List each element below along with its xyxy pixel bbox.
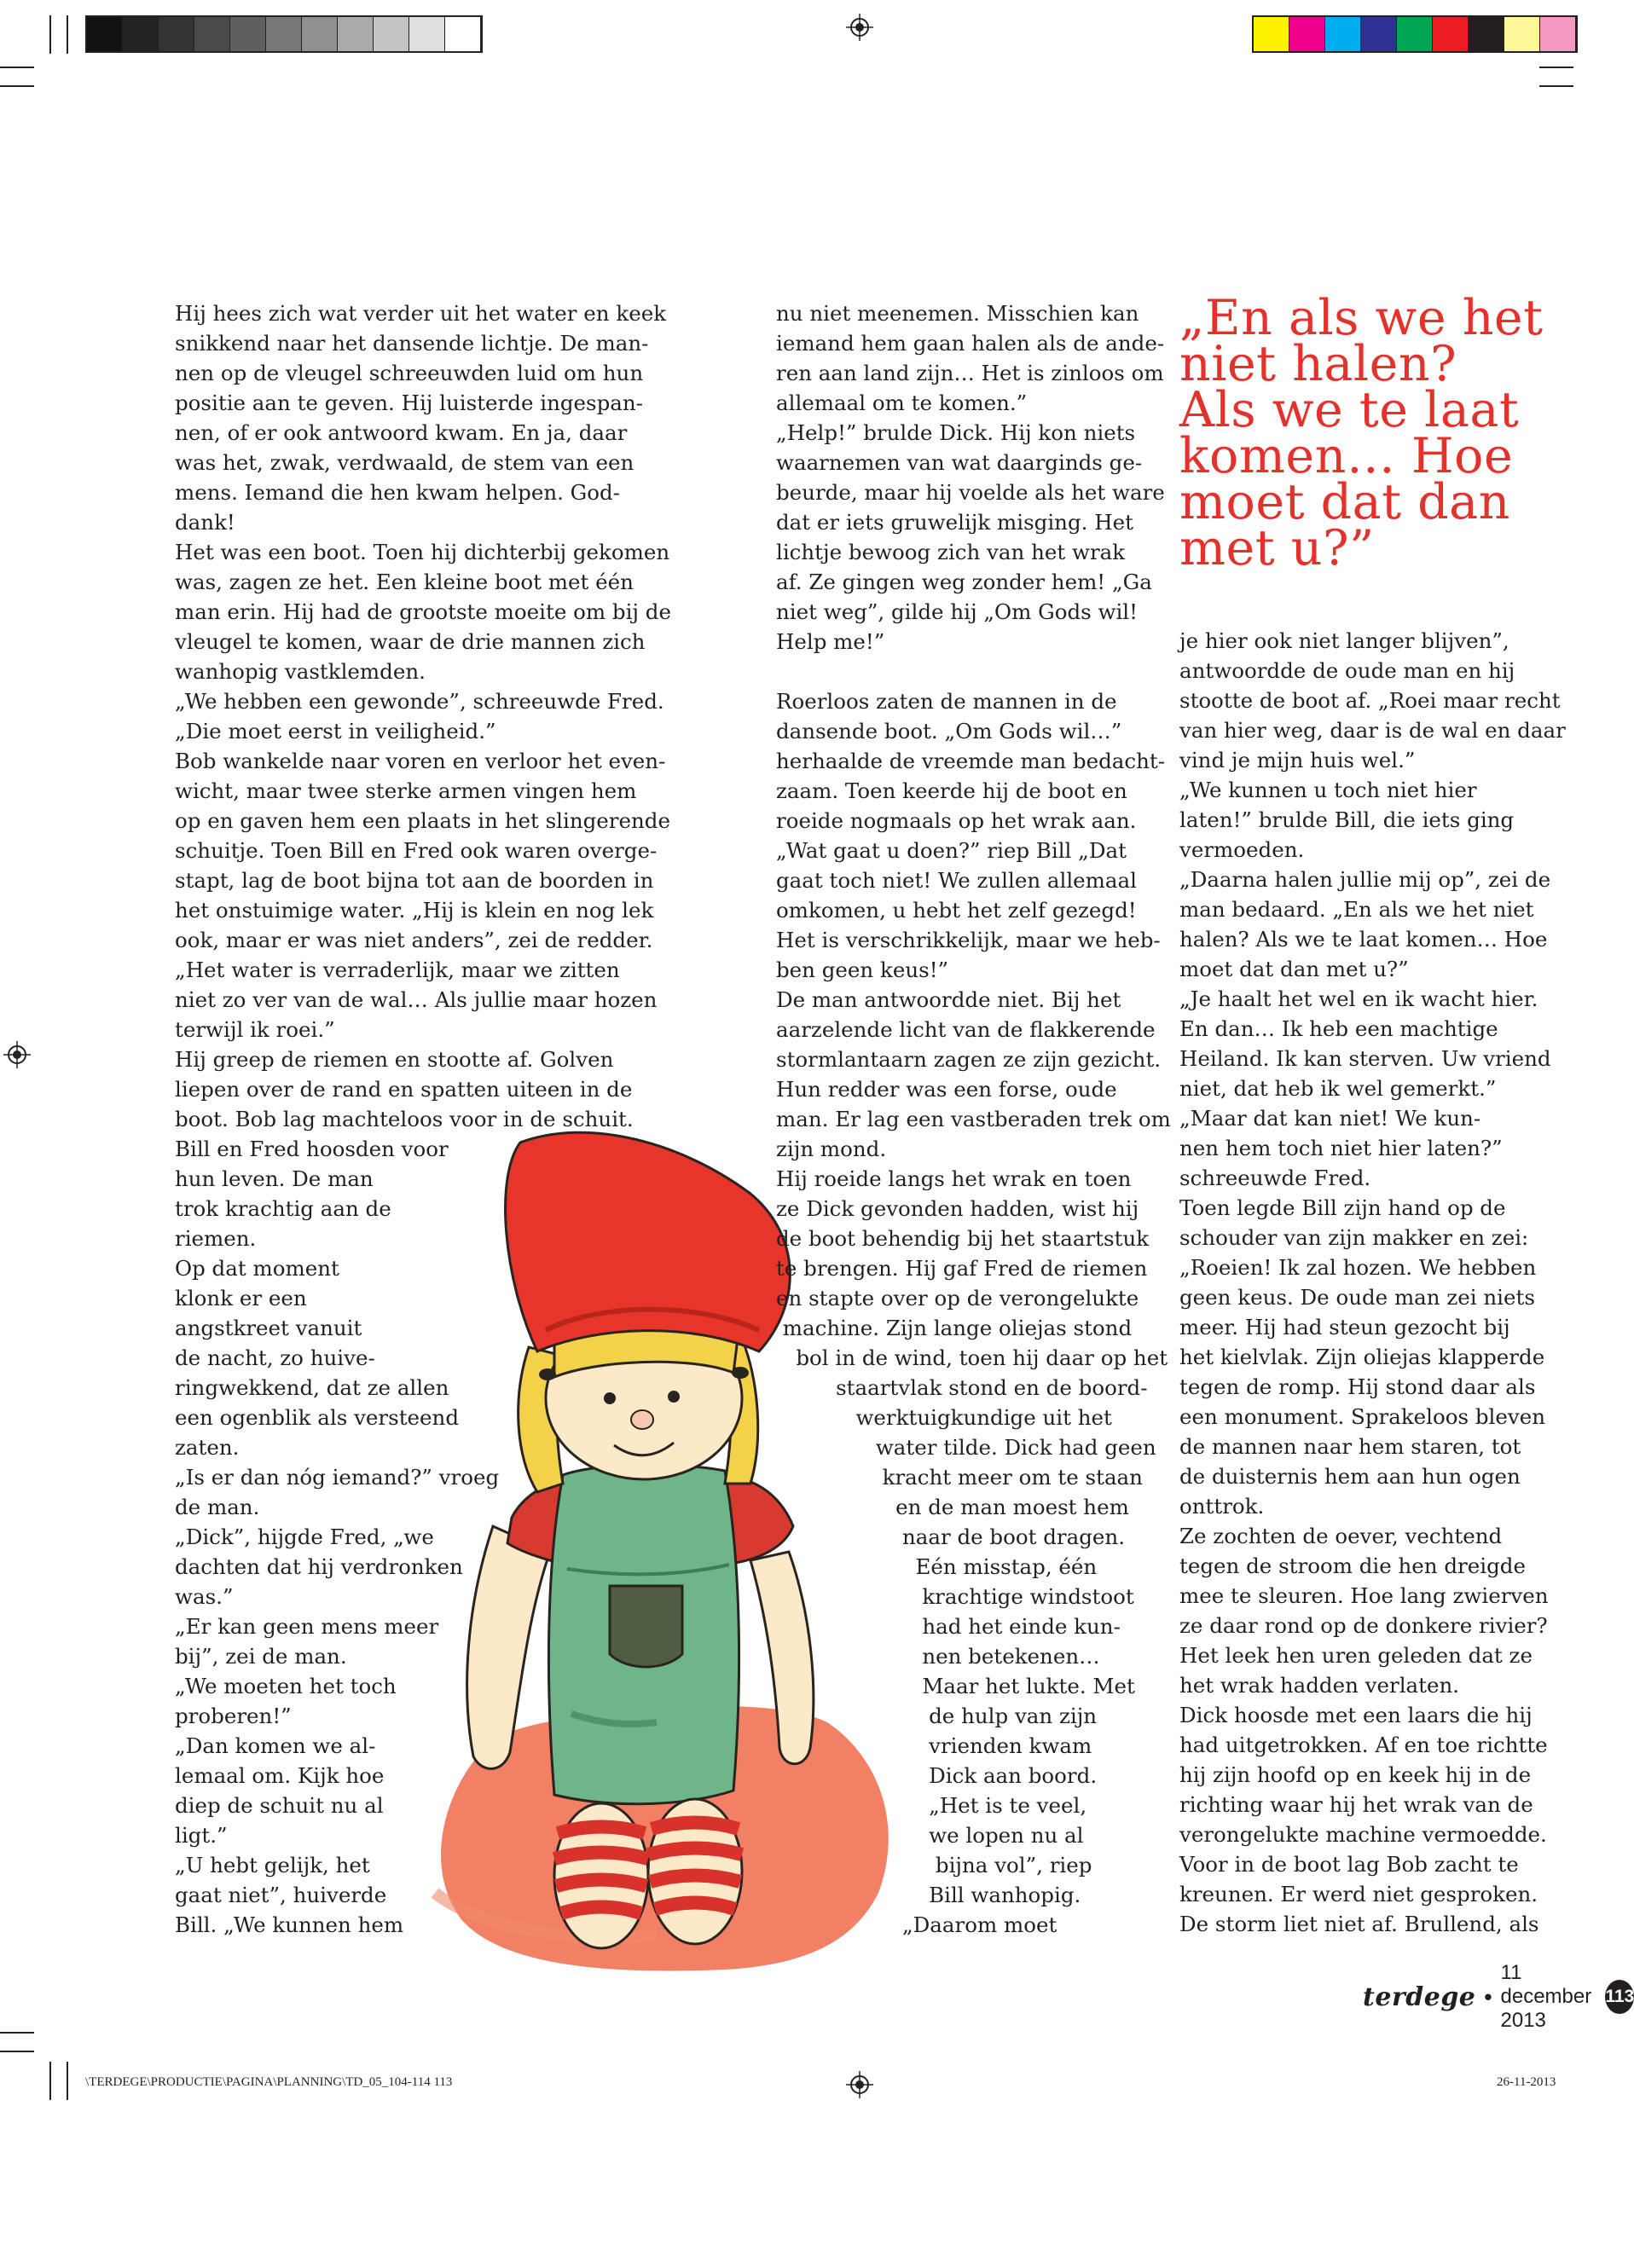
text-line: staartvlak stond en de boord- <box>776 1375 1148 1400</box>
color-swatch <box>266 17 302 51</box>
text-line: gaat toch niet! We zullen allemaal <box>776 868 1137 893</box>
text-line: dank! <box>175 510 235 535</box>
color-swatch <box>194 17 230 51</box>
text-line: antwoordde de oude man en hij <box>1179 658 1515 683</box>
text-line: krachtige windstoot <box>776 1584 1134 1609</box>
text-line: een ogenblik als versteend <box>175 1405 459 1430</box>
text-line: Help me!” <box>776 629 885 654</box>
text-line: Bill en Fred hoosden voor <box>175 1137 449 1161</box>
text-line: moet dat dan met u?” <box>1179 957 1409 981</box>
text-line: was het, zwak, verdwaald, de stem van een <box>175 450 634 475</box>
text-line: Bob wankelde naar voren en verloor het even- <box>175 749 666 773</box>
text-line: riemen. <box>175 1226 257 1251</box>
pull-quote-line: Als we te laat <box>1179 382 1520 438</box>
color-swatch <box>338 17 374 51</box>
text-line: En dan… Ik heb een machtige <box>1179 1016 1498 1041</box>
text-line: ben geen keus!” <box>776 958 949 982</box>
registration-mark-icon <box>3 1041 31 1068</box>
text-line: een monument. Sprakeloos bleven <box>1179 1404 1546 1429</box>
pull-quote <box>1179 290 1555 576</box>
text-line: Hij roeide langs het wrak en toen <box>776 1166 1132 1191</box>
text-line: tegen de stroom die hen dreigde <box>1179 1553 1526 1578</box>
text-line: „We kunnen u toch niet hier <box>1179 778 1477 802</box>
color-swatch <box>1469 17 1504 51</box>
text-line: had het einde kun- <box>776 1614 1121 1639</box>
text-line: bij”, zei de man. <box>175 1644 347 1669</box>
text-line: stapt, lag de boot bijna tot aan de boorden in <box>175 868 654 893</box>
text-line: Dick hoosde met een laars die hij <box>1179 1703 1533 1727</box>
text-line: niet, dat heb ik wel gemerkt.” <box>1179 1076 1497 1101</box>
text-line: bijna vol”, riep <box>776 1853 1092 1877</box>
issue-date: 11 december 2013 <box>1500 1961 1592 2032</box>
text-line: vrienden kwam <box>776 1733 1092 1758</box>
text-line: het wrak hadden verlaten. <box>1179 1673 1460 1698</box>
registration-mark-icon <box>846 14 873 41</box>
page-footer <box>1363 1961 1634 2033</box>
text-line: roeide nogmaals op het wrak aan. <box>776 808 1137 833</box>
text-line: te brengen. Hij gaf Fred de riemen <box>776 1256 1148 1281</box>
text-line: Hij hees zich wat verder uit het water en keek <box>175 301 667 326</box>
text-line: halen? Als we te laat komen… Hoe <box>1179 927 1548 952</box>
text-line: en stapte over op de verongelukte <box>776 1286 1139 1310</box>
text-line: „Wat gaat u doen?” riep Bill „Dat <box>776 838 1127 863</box>
text-line: hij zijn hoofd op en keek hij in de <box>1179 1762 1532 1787</box>
text-line: wanhopig vastklemden. <box>175 659 426 684</box>
color-swatch <box>1433 17 1469 51</box>
text-line: schreeuwde Fred. <box>1179 1166 1371 1190</box>
color-swatch <box>230 17 266 51</box>
text-line: „Er kan geen mens meer <box>175 1614 439 1639</box>
text-line: waarnemen van wat daarginds ge- <box>776 450 1143 475</box>
text-line: diep de schuit nu al <box>175 1793 384 1818</box>
text-line: van hier weg, daar is de wal en daar <box>1179 718 1566 743</box>
text-line: boot. Bob lag machteloos voor in de schuit. <box>175 1107 634 1131</box>
print-slug-path: \TERDEGE\PRODUCTIE\PAGINA\PLANNING\TD_05_104-114 113 <box>85 2075 453 2089</box>
text-line: water tilde. Dick had geen <box>776 1435 1156 1460</box>
text-line: kreunen. Er werd niet gesproken. <box>1179 1882 1538 1906</box>
color-swatch <box>302 17 338 51</box>
color-swatch <box>1289 17 1325 51</box>
text-line: Maar het lukte. Met <box>776 1674 1135 1698</box>
text-line: was.” <box>175 1584 234 1609</box>
text-line: geen keus. De oude man zei niets <box>1179 1285 1535 1310</box>
color-swatch <box>1397 17 1433 51</box>
text-line: hun leven. De man <box>175 1166 374 1191</box>
text-line: meer. Hij had steun gezocht bij <box>1179 1315 1510 1339</box>
text-line: mens. Iemand die hen kwam helpen. God- <box>175 480 620 505</box>
text-line: bol in de wind, toen hij daar op het <box>776 1345 1168 1370</box>
crop-mark <box>0 85 34 87</box>
text-line: kracht meer om te staan <box>776 1465 1143 1490</box>
crop-mark <box>0 67 34 68</box>
text-line: en de man moest hem <box>776 1495 1129 1519</box>
text-line: wicht, maar twee sterke armen vingen hem <box>175 778 637 803</box>
text-line: liepen over de rand en spatten uiteen in de <box>175 1077 633 1102</box>
text-line: op en gaven hem een plaats in het slingerende <box>175 808 670 833</box>
text-line: vleugel te komen, waar de drie mannen zich <box>175 629 646 654</box>
article-column-2 <box>776 298 1171 1940</box>
text-line: stormlantaarn zagen ze zijn gezicht. <box>776 1047 1162 1072</box>
text-line: positie aan te geven. Hij luisterde ingespan- <box>175 391 643 415</box>
text-line: ook, maar er was niet anders”, zei de redder. <box>175 928 653 952</box>
color-swatch <box>1361 17 1397 51</box>
text-line: werktuigkundige uit het <box>776 1405 1112 1430</box>
article-column-3 <box>1179 626 1566 1939</box>
text-line: „Roeien! Ik zal hozen. We hebben <box>1179 1255 1537 1280</box>
text-line: je hier ook niet langer blijven”, <box>1179 628 1509 653</box>
text-line: allemaal om te komen.” <box>776 391 1028 415</box>
text-line: was, zagen ze het. Een kleine boot met één <box>175 570 634 594</box>
text-line: Hij greep de riemen en stootte af. Golven <box>175 1047 614 1072</box>
color-swatch <box>374 17 409 51</box>
text-line: niet zo ver van de wal… Als jullie maar hozen <box>175 987 658 1012</box>
text-line: verongelukte machine vermoedde. <box>1179 1822 1547 1847</box>
text-line: gaat niet”, huiverde <box>175 1883 387 1907</box>
color-swatch <box>445 17 481 51</box>
text-line: onttrok. <box>1179 1494 1265 1519</box>
text-line: stootte de boot af. „Roei maar recht <box>1179 688 1561 713</box>
text-line: klonk er een <box>175 1286 307 1310</box>
crop-mark <box>49 15 51 54</box>
pull-quote-line: moet dat dan <box>1179 474 1510 530</box>
text-line: nen op de vleugel schreeuwden luid om hun <box>175 361 644 385</box>
text-line: Hun redder was een forse, oude <box>776 1077 1117 1102</box>
color-swatch <box>409 17 445 51</box>
text-line: proberen!” <box>175 1704 292 1728</box>
text-line: nen hem toch niet hier laten?” <box>1179 1136 1503 1160</box>
text-line: „We hebben een gewonde”, schreeuwde Fred. <box>175 689 664 714</box>
text-line: „Is er dan nóg iemand?” vroeg <box>175 1465 500 1490</box>
text-line: trok krachtig aan de <box>175 1196 391 1221</box>
text-line: Dick aan boord. <box>776 1763 1098 1788</box>
text-line: „Het is te veel, <box>776 1793 1087 1818</box>
text-line: nu niet meenemen. Misschien kan <box>776 301 1139 326</box>
text-line: „Dan komen we al- <box>175 1733 376 1758</box>
text-line: de mannen naar hem staren, tot <box>1179 1434 1521 1459</box>
text-line: richting waar hij het wrak van de <box>1179 1792 1533 1817</box>
text-line: beurde, maar hij voelde als het ware <box>776 480 1165 505</box>
text-line: ren aan land zijn… Het is zinloos om <box>776 361 1164 385</box>
text-line: ringwekkend, dat ze allen <box>175 1375 449 1400</box>
color-swatch <box>87 17 123 51</box>
text-line: het kielvlak. Zijn oliejas klapperde <box>1179 1345 1545 1369</box>
text-line: De man antwoordde niet. Bij het <box>776 987 1121 1012</box>
text-line: schuitje. Toen Bill en Fred ook waren overge- <box>175 838 658 863</box>
grayscale-control-strip <box>85 15 483 53</box>
text-line: niet weg”, gilde hij „Om Gods wil! <box>776 599 1138 624</box>
text-line: zaam. Toen keerde hij de boot en <box>776 778 1127 803</box>
text-line: Eén misstap, één <box>776 1554 1098 1579</box>
text-line: zaten. <box>175 1435 240 1460</box>
crop-mark <box>49 2062 51 2100</box>
text-line: tegen de romp. Hij stond daar als <box>1179 1374 1536 1399</box>
text-line: de hulp van zijn <box>776 1704 1098 1728</box>
text-line: herhaalde de vreemde man bedacht- <box>776 749 1166 773</box>
text-line: Het was een boot. Toen hij dichterbij gekomen <box>175 540 670 564</box>
color-swatch <box>1540 17 1576 51</box>
color-swatch <box>123 17 159 51</box>
pull-quote-line: met u?” <box>1179 520 1375 576</box>
text-line: De storm liet niet af. Brullend, als <box>1179 1912 1539 1936</box>
text-line: Heiland. Ik kan sterven. Uw vriend <box>1179 1046 1551 1071</box>
text-line: Bill wanhopig. <box>776 1883 1081 1907</box>
text-line: machine. Zijn lange oliejas stond <box>776 1316 1133 1340</box>
text-line: angstkreet vanuit <box>175 1316 362 1340</box>
text-line: nen, of er ook antwoord kwam. En ja, daar <box>175 420 628 445</box>
crop-mark <box>1539 85 1573 87</box>
pull-quote-line: niet halen? <box>1179 336 1457 392</box>
color-swatch <box>159 17 194 51</box>
text-line: dansende boot. „Om Gods wil…” <box>776 719 1122 743</box>
text-line: „Die moet eerst in veiligheid.” <box>175 719 496 743</box>
text-line: laten!” brulde Bill, die iets ging <box>1179 807 1515 832</box>
text-line: man bedaard. „En als we het niet <box>1179 897 1534 922</box>
text-line: terwijl ik roei.” <box>175 1017 335 1042</box>
text-line: ze daar rond op de donkere rivier? <box>1179 1613 1548 1638</box>
crop-mark <box>67 15 68 54</box>
text-line: dat er iets gruwelijk misging. Het <box>776 510 1133 535</box>
text-line: aarzelende licht van de flakkerende <box>776 1017 1156 1042</box>
text-line: Het is verschrikkelijk, maar we heb- <box>776 928 1161 952</box>
text-line: snikkend naar het dansende lichtje. De man- <box>175 331 649 356</box>
text-line: „Daarom moet <box>776 1912 1057 1937</box>
text-line: „Help!” brulde Dick. Hij kon niets <box>776 420 1136 445</box>
text-line <box>776 657 1171 686</box>
text-line: het onstuimige water. „Hij is klein en nog lek <box>175 898 654 923</box>
text-line: „U hebt gelijk, het <box>175 1853 370 1877</box>
text-line: Op dat moment <box>175 1256 339 1281</box>
crop-mark <box>0 2051 34 2052</box>
page-number: 113 <box>1605 1980 1634 2014</box>
text-line: Ze zochten de oever, vechtend <box>1179 1524 1503 1548</box>
pull-quote-line: „En als we het <box>1179 290 1544 346</box>
text-line: de boot behendig bij het staartstuk <box>776 1226 1150 1251</box>
text-line: schouder van zijn makker en zei: <box>1179 1225 1529 1250</box>
crop-mark <box>67 2062 68 2100</box>
text-line: vermoeden. <box>1179 837 1305 862</box>
color-swatch <box>1504 17 1540 51</box>
crop-mark <box>1539 67 1573 68</box>
pull-quote-line: komen… Hoe <box>1179 428 1514 484</box>
text-line: Roerloos zaten de mannen in de <box>776 689 1117 714</box>
text-line: man erin. Hij had de grootste moeite om bij de <box>175 599 671 624</box>
text-line: ze Dick gevonden hadden, wist hij <box>776 1196 1139 1221</box>
text-line: „We moeten het toch <box>175 1674 397 1698</box>
text-line: zijn mond. <box>776 1137 887 1161</box>
text-line: „Dick”, hijgde Fred, „we <box>175 1525 434 1549</box>
text-line: af. Ze gingen weg zonder hem! „Ga <box>776 570 1152 594</box>
text-line: mee te sleuren. Hoe lang zwierven <box>1179 1583 1549 1608</box>
text-line: Het leek hen uren geleden dat ze <box>1179 1643 1533 1668</box>
text-line: Toen legde Bill zijn hand op de <box>1179 1195 1506 1220</box>
color-swatch <box>1254 17 1289 51</box>
text-line: „Je haalt het wel en ik wacht hier. <box>1179 986 1538 1011</box>
text-line: Voor in de boot lag Bob zacht te <box>1179 1852 1519 1877</box>
crop-mark <box>0 2032 34 2034</box>
text-line: man. Er lag een vastberaden trek om <box>776 1107 1171 1131</box>
text-line: we lopen nu al <box>776 1823 1084 1848</box>
magazine-brand: terdege <box>1363 1982 1476 2012</box>
text-line: omkomen, u hebt het zelf gezegd! <box>776 898 1137 923</box>
text-line: de man. <box>175 1495 260 1519</box>
text-line: de nacht, zo huive- <box>175 1345 375 1370</box>
text-line: lemaal om. Kijk hoe <box>175 1763 385 1788</box>
color-control-strip <box>1252 15 1578 53</box>
text-line: vind je mijn huis wel.” <box>1179 748 1416 772</box>
text-line: iemand hem gaan halen als de ande- <box>776 331 1165 356</box>
footer-separator: • <box>1484 1983 1492 2010</box>
text-line: „Maar dat kan niet! We kun- <box>1179 1106 1481 1131</box>
article-column-1 <box>175 298 671 1940</box>
registration-mark-icon <box>846 2071 873 2098</box>
text-line: lichtje bewoog zich van het wrak <box>776 540 1126 564</box>
print-slug-date: 26-11-2013 <box>1497 2075 1556 2089</box>
text-line: Bill. „We kunnen hem <box>175 1912 404 1937</box>
text-line: nen betekenen… <box>776 1644 1100 1669</box>
text-line: dachten dat hij verdronken <box>175 1554 463 1579</box>
text-line: „Het water is verraderlijk, maar we zitten <box>175 958 620 982</box>
color-swatch <box>1325 17 1361 51</box>
text-line: ligt.” <box>175 1823 228 1848</box>
text-line: naar de boot dragen. <box>776 1525 1125 1549</box>
text-line: „Daarna halen jullie mij op”, zei de <box>1179 867 1551 892</box>
text-line: de duisternis hem aan hun ogen <box>1179 1464 1521 1489</box>
text-line: had uitgetrokken. Af en toe richtte <box>1179 1733 1548 1757</box>
